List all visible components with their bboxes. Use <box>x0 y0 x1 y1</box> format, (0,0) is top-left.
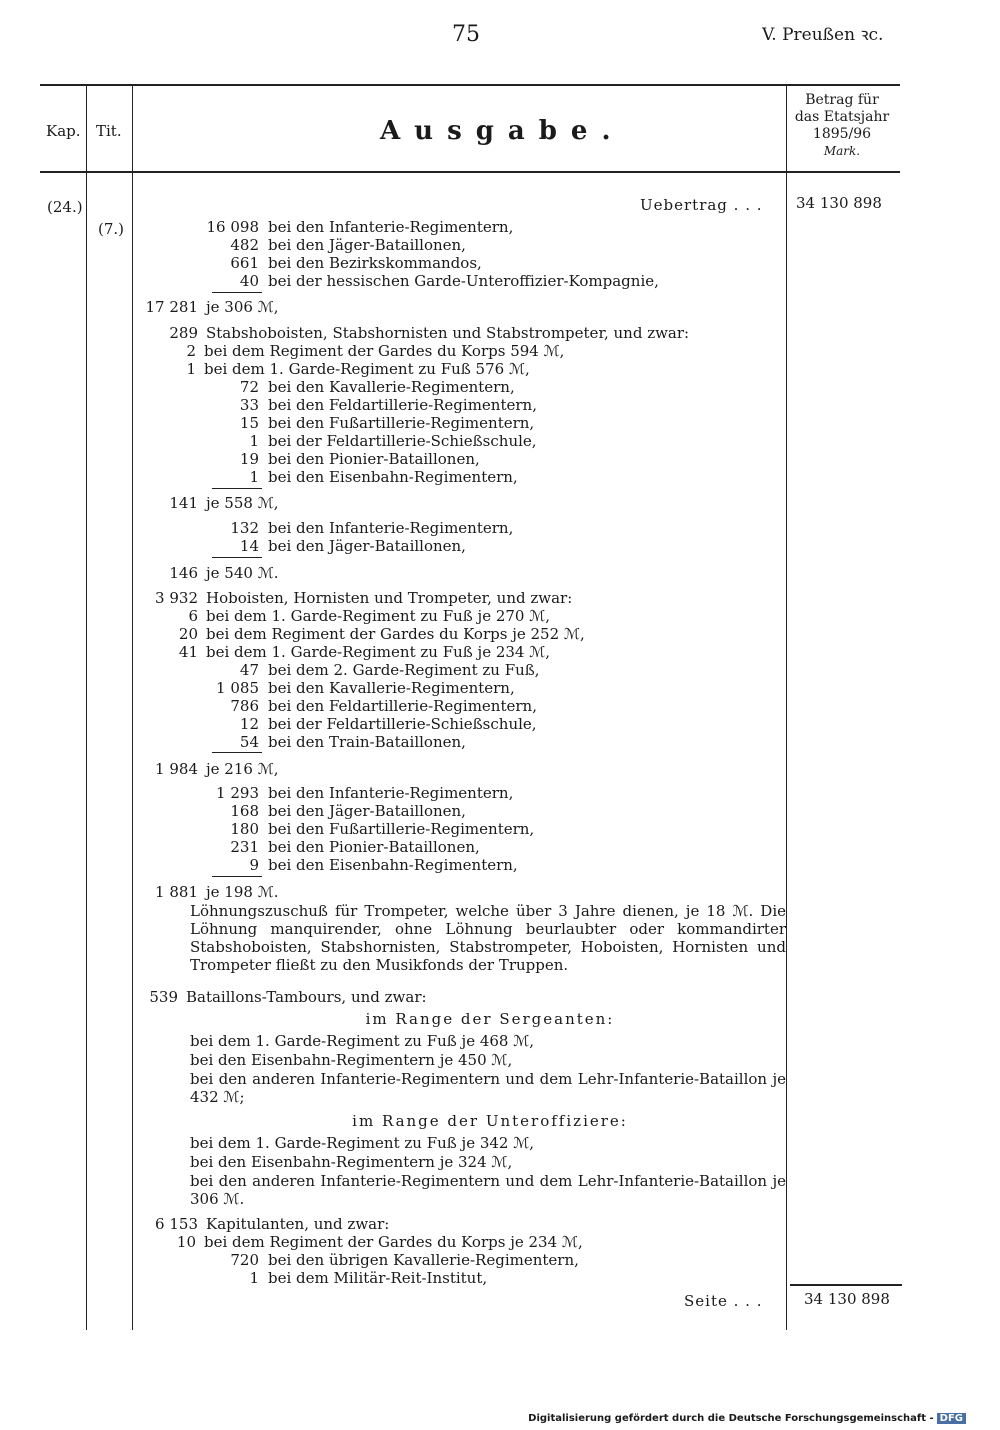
line-text: bei der Feldartillerie-Schießschule, <box>268 715 537 733</box>
header-top-rule <box>40 84 900 86</box>
sergeant-line: bei den Eisenbahn-Regimentern je 450 ℳ, <box>190 1051 513 1069</box>
line-count: 54 <box>239 733 259 751</box>
line-text: bei der Feldartillerie-Schießschule, <box>268 432 537 450</box>
line-count: 141 <box>169 494 198 512</box>
line-text: Stabshoboisten, Stabshornisten und Stabstrompeter, und zwar: <box>206 324 690 342</box>
line-count: 1 085 <box>216 679 259 697</box>
line-count: 1 984 <box>155 760 198 778</box>
line-count: 539 <box>149 988 178 1006</box>
line-text: bei den Feldartillerie-Regimentern, <box>268 396 537 414</box>
line-count: 720 <box>230 1251 259 1269</box>
sum-rule <box>212 876 262 877</box>
amount-header-line2: das Etatsjahr <box>794 109 890 125</box>
line-count: 6 153 <box>155 1215 198 1233</box>
dfg-logo: DFG <box>937 1413 966 1424</box>
line-text: bei den Train-Bataillonen, <box>268 733 466 751</box>
line-text: je 198 ℳ. <box>206 883 279 901</box>
column-divider-kap <box>86 86 87 1330</box>
running-head: V. Preußen ꝛc. <box>762 25 884 45</box>
line-text: bei dem Regiment der Gardes du Korps je 234 ℳ, <box>204 1233 583 1251</box>
line-text: bei dem Regiment der Gardes du Korps je 252 ℳ, <box>206 625 585 643</box>
line-count: 786 <box>230 697 259 715</box>
line-count: 231 <box>230 838 259 856</box>
column-divider-amount <box>786 86 787 1330</box>
line-text: bei dem Regiment der Gardes du Korps 594 ℳ, <box>204 342 565 360</box>
line-count: 146 <box>169 564 198 582</box>
carry-label: Uebertrag . . . <box>640 196 763 214</box>
line-text: bei dem 2. Garde-Regiment zu Fuß, <box>268 661 540 679</box>
total-rule <box>790 1284 902 1286</box>
line-count: 17 281 <box>145 298 198 316</box>
line-count: 9 <box>249 856 259 874</box>
sum-rule <box>212 752 262 753</box>
line-count: 3 932 <box>155 589 198 607</box>
line-count: 1 <box>249 468 259 486</box>
line-count: 72 <box>239 378 259 396</box>
line-count: 2 <box>186 342 196 360</box>
line-text: bei den Eisenbahn-Regimentern, <box>268 468 518 486</box>
kap-marker: (24.) <box>47 198 83 216</box>
sum-rule <box>212 557 262 558</box>
nco-line: bei den Eisenbahn-Regimentern je 324 ℳ, <box>190 1153 513 1171</box>
line-text: bei den Infanterie-Regimentern, <box>268 784 514 802</box>
line-count: 1 293 <box>216 784 259 802</box>
header-bottom-rule <box>40 171 900 173</box>
sergeant-rank-heading: im Range der Sergeanten: <box>365 1010 615 1028</box>
line-count: 47 <box>239 661 259 679</box>
section-title: Ausgabe. <box>380 116 625 146</box>
credit-text: Digitalisierung gefördert durch die Deutsche Forschungsgemeinschaft - <box>528 1413 934 1424</box>
tit-marker: (7.) <box>98 220 125 238</box>
amount-header-unit: Mark. <box>823 144 861 158</box>
page-number: 75 <box>452 22 480 47</box>
line-text: je 216 ℳ, <box>206 760 279 778</box>
nco-line: bei dem 1. Garde-Regiment zu Fuß je 342 ℳ, <box>190 1134 535 1152</box>
line-count: 132 <box>230 519 259 537</box>
line-text: Kapitulanten, und zwar: <box>206 1215 390 1233</box>
line-count: 1 <box>249 1269 259 1287</box>
line-count: 12 <box>239 715 259 733</box>
line-count: 33 <box>239 396 259 414</box>
line-count: 10 <box>176 1233 196 1251</box>
line-count: 1 <box>249 432 259 450</box>
nco-line: bei den anderen Infanterie-Regimentern und dem Lehr-Infanterie-Bataillon je 306 ℳ. <box>190 1172 786 1208</box>
line-text: bei dem 1. Garde-Regiment zu Fuß 576 ℳ, <box>204 360 530 378</box>
line-text: bei dem 1. Garde-Regiment zu Fuß je 234 ℳ, <box>206 643 551 661</box>
line-text: Hoboisten, Hornisten und Trompeter, und zwar: <box>206 589 573 607</box>
line-count: 168 <box>230 802 259 820</box>
line-text: bei der hessischen Garde-Unteroffizier-Kompagnie, <box>268 272 659 290</box>
line-text: bei den Jäger-Bataillonen, <box>268 537 466 555</box>
line-count: 41 <box>178 643 198 661</box>
sergeant-line: bei dem 1. Garde-Regiment zu Fuß je 468 ℳ, <box>190 1032 535 1050</box>
line-text: je 558 ℳ, <box>206 494 279 512</box>
line-count: 16 098 <box>206 218 259 236</box>
line-text: bei den Kavallerie-Regimentern, <box>268 378 515 396</box>
line-count: 14 <box>239 537 259 555</box>
line-text: bei den Feldartillerie-Regimentern, <box>268 697 537 715</box>
page-total-amount: 34 130 898 <box>804 1290 890 1308</box>
line-text: bei dem 1. Garde-Regiment zu Fuß je 270 ℳ, <box>206 607 551 625</box>
line-text: bei den Pionier-Bataillonen, <box>268 838 480 856</box>
line-text: bei dem Militär-Reit-Institut, <box>268 1269 488 1287</box>
line-text: bei den Infanterie-Regimentern, <box>268 218 514 236</box>
line-text: Bataillons-Tambours, und zwar: <box>186 988 427 1006</box>
line-count: 15 <box>239 414 259 432</box>
nco-rank-heading: im Range der Unteroffiziere: <box>352 1112 628 1130</box>
page-total-label: Seite . . . <box>684 1292 763 1310</box>
carry-amount: 34 130 898 <box>796 194 882 212</box>
sergeant-line: bei den anderen Infanterie-Regimentern und dem Lehr-Infanterie-Bataillon je 432 ℳ; <box>190 1070 786 1106</box>
line-count: 40 <box>239 272 259 290</box>
line-count: 1 <box>186 360 196 378</box>
line-text: bei den Fußartillerie-Regimentern, <box>268 414 535 432</box>
line-text: bei den Jäger-Bataillonen, <box>268 802 466 820</box>
line-text: bei den Infanterie-Regimentern, <box>268 519 514 537</box>
line-count: 6 <box>188 607 198 625</box>
line-count: 289 <box>169 324 198 342</box>
line-text: bei den Pionier-Bataillonen, <box>268 450 480 468</box>
line-text: bei den Jäger-Bataillonen, <box>268 236 466 254</box>
line-text: bei den übrigen Kavallerie-Regimentern, <box>268 1251 579 1269</box>
sum-rule <box>212 488 262 489</box>
line-text: je 540 ℳ. <box>206 564 279 582</box>
line-text: bei den Eisenbahn-Regimentern, <box>268 856 518 874</box>
amount-header-line3: 1895/96 <box>812 126 872 142</box>
line-count: 482 <box>230 236 259 254</box>
line-count: 20 <box>178 625 198 643</box>
line-text: je 306 ℳ, <box>206 298 279 316</box>
line-text: bei den Fußartillerie-Regimentern, <box>268 820 535 838</box>
line-count: 19 <box>239 450 259 468</box>
line-count: 661 <box>230 254 259 272</box>
column-header-tit: Tit. <box>96 122 122 140</box>
digitization-credit <box>528 1413 966 1424</box>
line-text: bei den Kavallerie-Regimentern, <box>268 679 515 697</box>
column-divider-tit <box>132 86 133 1330</box>
column-header-kap: Kap. <box>46 122 81 140</box>
sum-rule <box>212 292 262 293</box>
line-count: 1 881 <box>155 883 198 901</box>
line-count: 180 <box>230 820 259 838</box>
pay-supplement-paragraph: Löhnungszuschuß für Trompeter, welche über 3 Jahre dienen, je 18 ℳ. Die Löhnung manquirender, ohne Löhnung beurlaubter oder kommandirter Stabshoboisten, Stabshornisten, Stabstrompeter, Hoboisten, Hornisten und Trompeter fließt zu den Musikfonds der Truppen. <box>190 902 786 974</box>
line-text: bei den Bezirkskommandos, <box>268 254 482 272</box>
amount-header-line1: Betrag für <box>805 92 879 108</box>
column-header-amount <box>786 92 898 160</box>
